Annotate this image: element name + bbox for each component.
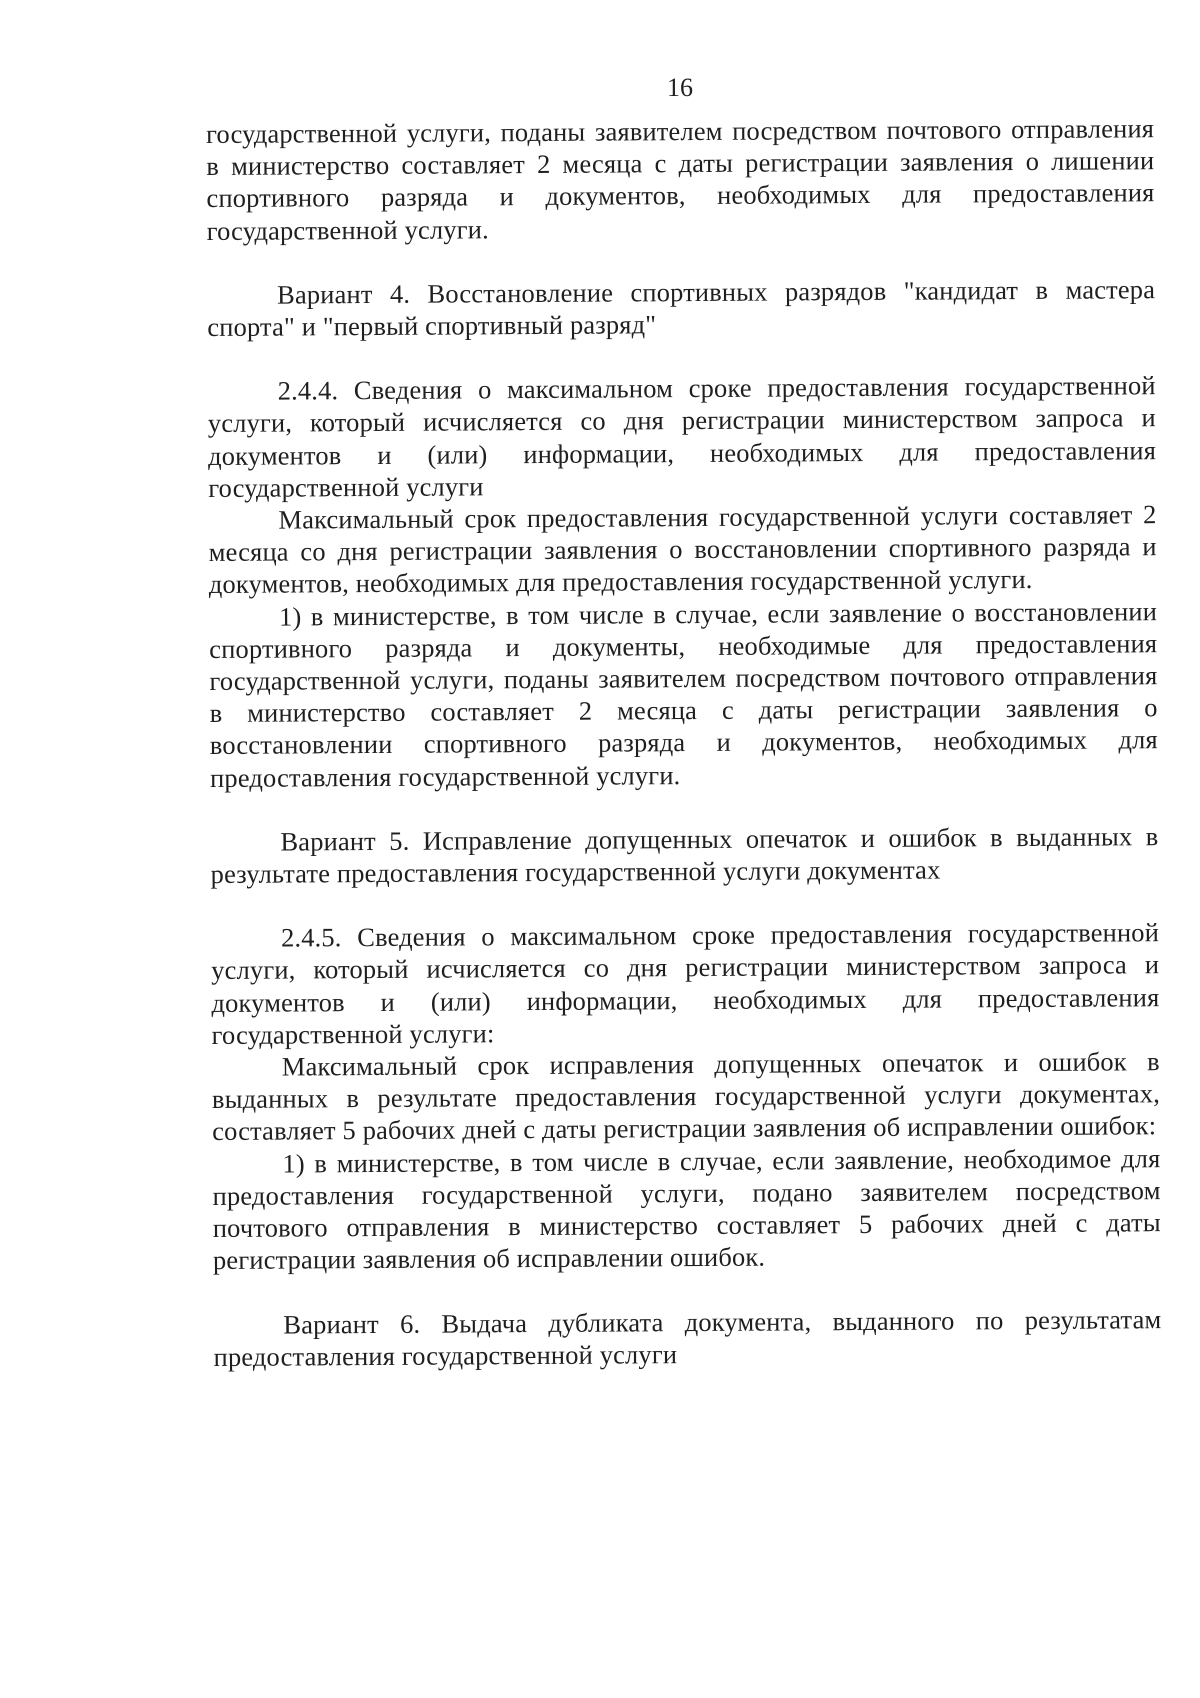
section-2-4-5-heading: 2.4.5. Сведения о максимальном сроке предоставления государственной услуги, который исчисляется со дня регистрации министерством запроса и документов и (или) информации, необходимых для предоставления государственной услуги:	[211, 917, 1160, 1050]
variant-6-heading: Вариант 6. Выдача дубликата документа, выданного по результатам предоставления государственной услуги	[213, 1303, 1162, 1372]
page-number: 16	[667, 73, 693, 102]
variant-4-heading: Вариант 4. Восстановление спортивных разрядов "кандидат в мастера спорта" и "первый спортивный разряд"	[207, 274, 1156, 343]
list-item-ministry-variant-5: 1) в министерстве, в том числе в случае, если заявление, необходимое для предоставления государственной услуги, подано заявителем посредством почтового отправления в министерство составляет 5 рабочих дней с даты регистрации заявления об исправлении ошибок.	[212, 1142, 1161, 1276]
variant-5-heading: Вариант 5. Исправление допущенных опечаток и ошибок в выданных в результате предоставления государственной услуги документах	[210, 821, 1159, 890]
paragraph-max-term-variant-4: Максимальный срок предоставления государственной услуги составляет 2 месяца со дня регистрации заявления о восстановлении спортивного разряда и документов, необходимых для предоставления государственной услуги.	[208, 499, 1157, 600]
section-2-4-4-heading: 2.4.4. Сведения о максимальном сроке предоставления государственной услуги, который исчисляется со дня регистрации министерством запроса и документов и (или) информации, необходимых для предоставления государственной услуги	[207, 370, 1157, 503]
document-body	[206, 112, 1162, 1373]
paragraph-continuation: государственной услуги, поданы заявителем посредством почтового отправления в министерство составляет 2 месяца с даты регистрации заявления о лишении спортивного разряда и документов, необходимых для предоставления государственной услуги.	[206, 113, 1155, 246]
paragraph-max-term-variant-5: Максимальный срок исправления допущенных опечаток и ошибок в выданных в результате предоставления государственной услуги документах, составляет 5 рабочих дней с даты регистрации заявления об исправлении ошибок:	[211, 1046, 1161, 1147]
list-item-ministry-variant-4: 1) в министерстве, в том числе в случае, если заявление о восстановлении спортивного разряда и документы, необходимые для предоставления государственной услуги, поданы заявителем посредством почтового отправления в министерство составляет 2 месяца с даты регистрации заявления о восстановлении спортивного разряда и документов, необходимых для предоставления государственной услуги.	[209, 595, 1158, 793]
